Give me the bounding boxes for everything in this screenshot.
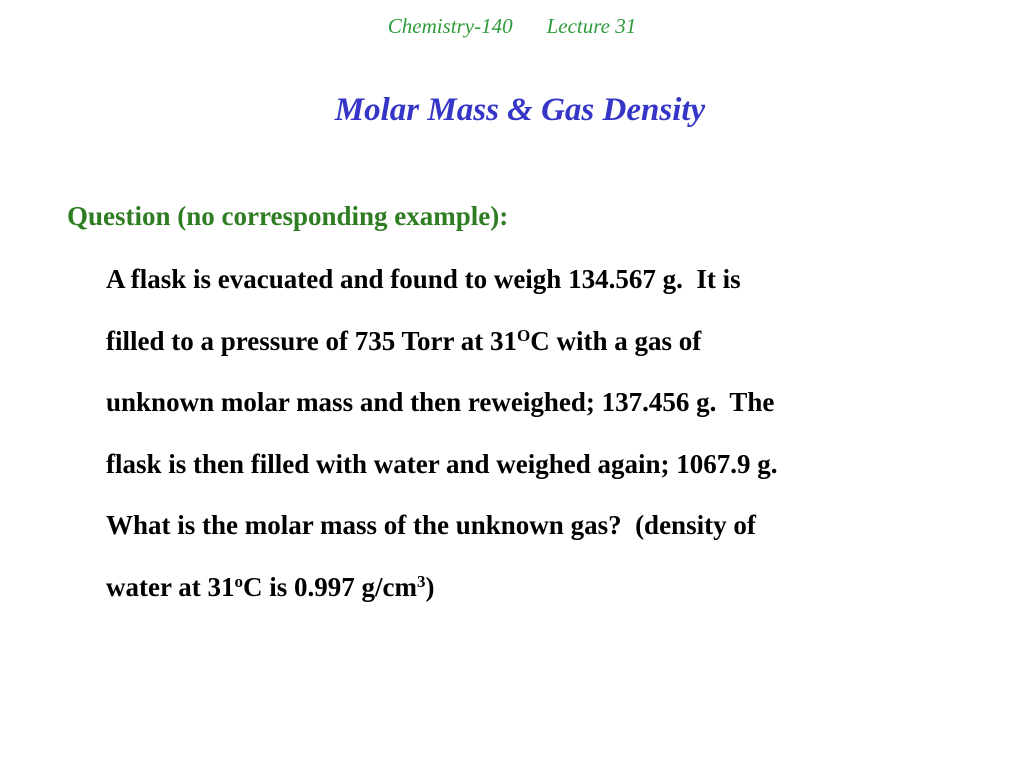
slide-title: Molar Mass & Gas Density: [334, 92, 706, 128]
question-line-2-text-b: C with a gas of: [530, 325, 702, 356]
question-line-1: A flask is evacuated and found to weigh 134.567 g. It is: [106, 264, 741, 294]
question-heading: Question (no corresponding example):: [67, 201, 509, 231]
cubed-superscript: 3: [416, 571, 426, 591]
question-line-2-text-a: filled to a pressure of 735 Torr at 31: [106, 325, 517, 356]
degree-superscript-2: o: [234, 571, 243, 591]
question-line-6-text-c: ): [425, 571, 435, 602]
question-line-3: unknown molar mass and then reweighed; 137.456 g. The: [106, 387, 775, 417]
question-line-6-text-a: water at 31: [106, 571, 235, 602]
question-line-6: [106, 570, 1006, 632]
question-line-6-text-b: C is 0.997 g/cm: [242, 571, 417, 602]
question-line-2: [106, 324, 1006, 386]
course-label: Chemistry-140: [387, 14, 513, 38]
lecture-label: Lecture 31: [546, 14, 637, 38]
question-line-5: What is the molar mass of the unknown gas? (density of: [106, 510, 756, 540]
question-line-4: flask is then filled with water and weighed again; 1067.9 g.: [106, 448, 778, 479]
question-body: [106, 262, 1006, 631]
degree-superscript: O: [517, 325, 531, 345]
slide-header: [0, 12, 1024, 40]
